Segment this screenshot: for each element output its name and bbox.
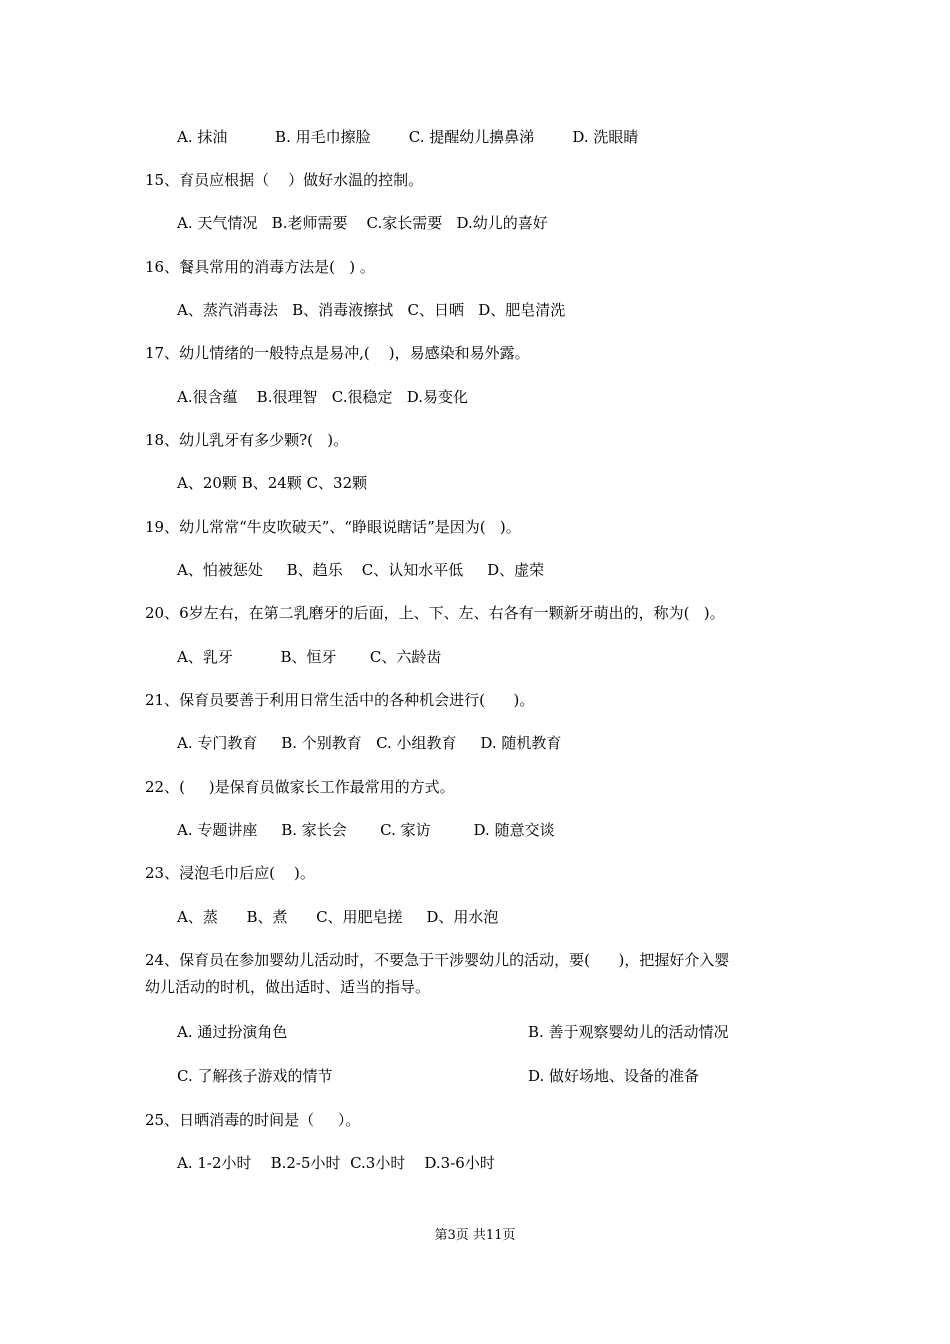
q22-stem: 22、( )是保育员做家长工作最常用的方式。 [145,778,455,796]
q24-option-a: A. 通过扮演角色 [177,1023,288,1041]
q25-options: A. 1-2小时 B.2-5小时 C.3小时 D.3-6小时 [177,1154,495,1172]
q23-options: A、蒸 B、煮 C、用肥皂搓 D、用水泡 [177,908,499,926]
q17-options: A.很含蕴 B.很理智 C.很稳定 D.易变化 [177,388,469,406]
q21-options: A. 专门教育 B. 个别教育 C. 小组教育 D. 随机教育 [177,734,562,752]
q16-options: A、蒸汽消毒法 B、消毒液擦拭 C、日晒 D、肥皂清洗 [177,301,566,319]
q25-stem: 25、日晒消毒的时间是（ ）。 [145,1111,361,1129]
q24-stem-line2: 幼儿活动的时机，做出适时、适当的指导。 [145,978,431,996]
q15-stem: 15、育员应根据（ ）做好水温的控制。 [145,171,424,189]
q15-options: A. 天气情况 B.老师需要 C.家长需要 D.幼儿的喜好 [177,214,548,232]
q21-stem: 21、保育员要善于利用日常生活中的各种机会进行( )。 [145,691,535,709]
q23-stem: 23、浸泡毛巾后应( )。 [145,864,315,882]
q24-option-c: C. 了解孩子游戏的情节 [177,1067,333,1085]
q16-stem: 16、餐具常用的消毒方法是( ) 。 [145,258,375,276]
q20-options: A、乳牙 B、恒牙 C、六龄齿 [177,648,442,666]
q24-stem-line1: 24、保育员在参加婴幼儿活动时，不要急于干涉婴幼儿的活动，要( )，把握好介入婴 [145,951,730,969]
q22-options: A. 专题讲座 B. 家长会 C. 家访 D. 随意交谈 [177,821,555,839]
q17-stem: 17、幼儿情绪的一般特点是易冲,( )，易感染和易外露。 [145,344,530,362]
page-footer: 第3页 共11页 [434,1228,516,1243]
q19-stem: 19、幼儿常常“牛皮吹破天”、“睁眼说瞎话”是因为( )。 [145,518,521,536]
q20-stem: 20、6岁左右，在第二乳磨牙的后面，上、下、左、右各有一颗新牙萌出的，称为( )。 [145,604,725,622]
q18-stem: 18、幼儿乳牙有多少颗?( )。 [145,431,349,449]
q24-option-d: D. 做好场地、设备的准备 [528,1067,700,1085]
q14-options: A. 抹油 B. 用毛巾擦脸 C. 提醒幼儿擤鼻涕 D. 洗眼睛 [177,128,639,146]
q19-options: A、怕被惩处 B、趋乐 C、认知水平低 D、虚荣 [177,561,545,579]
q18-options: A、20颗 B、24颗 C、32颗 [177,474,368,492]
q24-option-b: B. 善于观察婴幼儿的活动情况 [528,1023,729,1041]
